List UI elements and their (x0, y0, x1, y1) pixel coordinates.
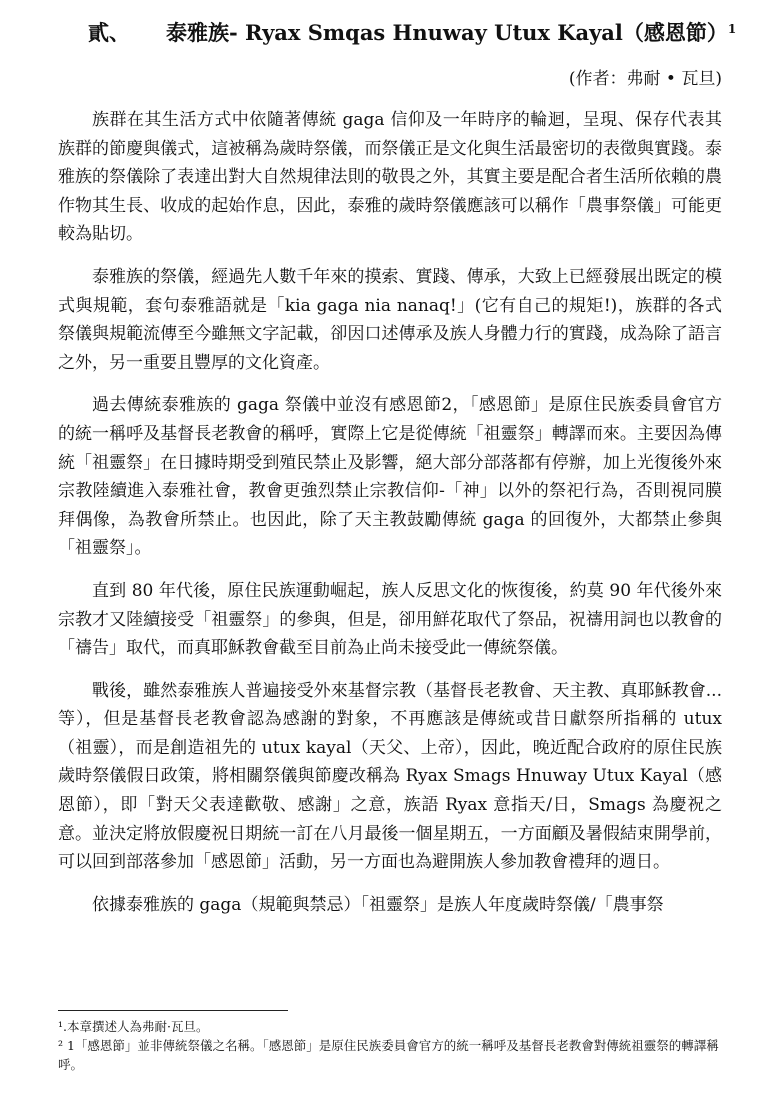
footnote-divider (58, 1010, 288, 1011)
paragraph: 族群在其生活方式中依隨著傳統 gaga 信仰及一年時序的輪迴，呈現、保存代表其族群的節慶與儀式，這被稱為歲時祭儀，而祭儀正是文化與生活最密切的表徵與實踐。泰雅族的祭儀除了表達出對大自然規律法則的敬畏之外，其實主要是配合者生活所依賴的農作物其生長、收成的起始作息，因此，泰雅的歲時祭儀應該可以稱作「農事祭儀」可能更較為貼切。 (58, 110, 722, 245)
title-footnote-mark: 1 (727, 22, 737, 36)
paragraph: 直到 80 年代後，原住民族運動崛起，族人反思文化的恢復後，約莫 90 年代後外來宗教才又陸續接受「祖靈祭」的參與，但是，卻用鮮花取代了祭品，祝禱用詞也以教會的「禱告」取代，而真耶穌教會截至目前為止尚未接受此一傳統祭儀。 (58, 580, 722, 659)
author-line: (作者：弗耐 • 瓦旦) (568, 69, 722, 89)
paragraph: 過去傳統泰雅族的 gaga 祭儀中並沒有感恩節2，「感恩節」是原住民族委員會官方的統一稱呼及基督長老教會的稱呼，實際上它是從傳統「祖靈祭」轉譯而來。主要因為傳統「祖靈祭」在日據時期受到殖民禁止及影響，絕大部分部落都有停辦，加上光復後外來宗教陸續進入泰雅社會，教會更強烈禁止宗教信仰-「神」以外的祭祀行為，否則視同膜拜偶像，為教會所禁止。也因此，除了天主教鼓勵傳統 gaga 的回復外，大都禁止參與「祖靈祭」。 (58, 395, 722, 559)
section-title-text: 泰雅族- Ryax Smqas Hnuway Utux Kayal（感恩節） (166, 20, 728, 45)
section-number: 貳、 (88, 20, 130, 45)
paragraph: 依據泰雅族的 gaga（規範與禁忌）「祖靈祭」是族人年度歲時祭儀/「農事祭 (92, 894, 664, 915)
paragraph: 戰後，雖然泰雅族人普遍接受外來基督宗教（基督長老教會、天主教、真耶穌教會...等），但是基督長老教會認為感謝的對象，不再應該是傳統或昔日獻祭所指稱的 utux（祖靈），而是創造祖先的 utux kayal（天父、上帝），因此，晚近配合政府的原住民族歲時祭儀假日政策，將相關祭儀與節慶改稱為 Ryax Smags Hnuway Utux Kayal（感恩節），即「對天父表達歡敬、感謝」之意，族語 Ryax 意指天/日，Smags 為慶祝之意。並決定將放假慶祝日期統一訂在八月最後一個星期五，一方面顧及暑假結束開學前，可以回到部落參加「感恩節」活動，另一方面也為避開族人參加教會禮拜的週日。 (58, 680, 722, 873)
footnotes (58, 1017, 722, 1074)
footnote: ¹.本章撰述人為弗耐·瓦旦。 (58, 1019, 209, 1034)
paragraph: 泰雅族的祭儀，經過先人數千年來的摸索、實踐、傳承，大致上已經發展出既定的模式與規範，套句泰雅語就是「kia gaga nia nanaq!」(它有自己的規矩!)，族群的各式祭儀與規範流傳至今雖無文字記載，卻因口述傳承及族人身體力行的實踐，成為除了語言之外，另一重要且豐厚的文化資產。 (58, 266, 722, 373)
section-title (88, 16, 737, 50)
footnote: ² 1「感恩節」並非傳統祭儀之名稱。「感恩節」是原住民族委員會官方的統一稱呼及基督長老教會對傳統祖靈祭的轉譯稱呼。 (58, 1038, 719, 1072)
document-page (58, 0, 737, 1097)
body-text (58, 106, 722, 919)
